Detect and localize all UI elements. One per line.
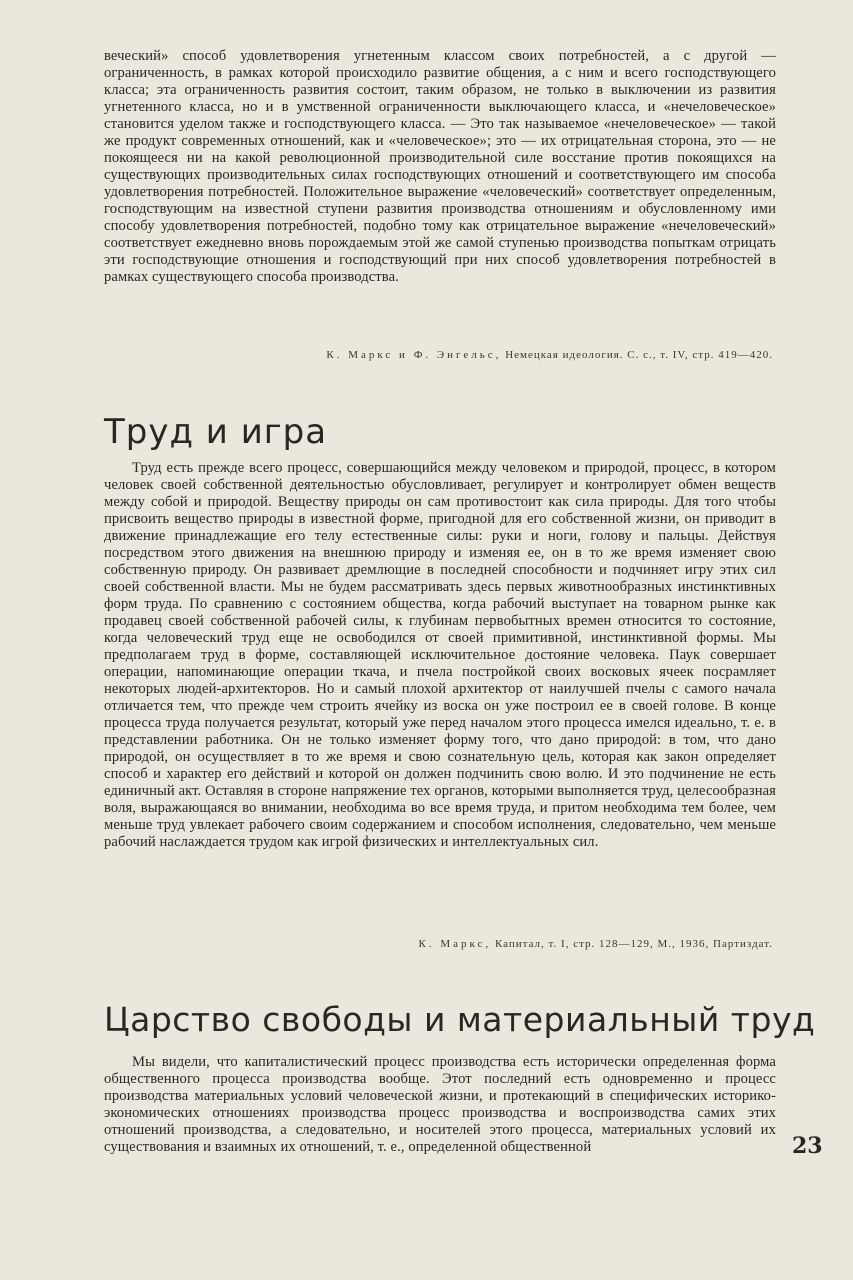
page-number: 23 xyxy=(792,1133,823,1159)
intro-citation xyxy=(326,349,773,361)
section-heading-realm-of-freedom: Царство свободы и материальный труд xyxy=(104,1000,816,1039)
labor-and-play-citation-author: К. Маркс, xyxy=(418,938,492,950)
labor-and-play-citation xyxy=(418,938,773,950)
section-heading-labor-and-play: Труд и игра xyxy=(104,412,328,452)
realm-of-freedom-paragraph: Мы видели, что капиталистический процесс производства есть исторически определенная форма общественного процесса производства вообще. Этот последний есть одновременно и процесс производства материальных условий человеческой жизни, и протекающий в специфических историко-экономических отношениях производства процесс производства и воспроизводства самих этих отношений производства, а следовательно, и носителей этого процесса, материальных условий их существования и взаимных их отношений, т. е., определенной общественной xyxy=(104,1054,776,1155)
intro-citation-source: Немецкая идеология. С. с., т. IV, стр. 419—420. xyxy=(505,349,773,361)
intro-citation-author: К. Маркс и Ф. Энгельс, xyxy=(326,349,502,361)
labor-and-play-citation-source: Капитал, т. I, стр. 128—129, М., 1936, Партиздат. xyxy=(494,938,773,950)
intro-paragraph: веческий» способ удовлетворения угнетенным классом своих потребностей, а с другой — ограниченность, в рамках которой происходило развитие общения, а с ним и всего господствующего класса; эта ограниченность развития состоит, таким образом, не только в выключении из развития угнетенного класса, но и в умственной ограниченности выключающего класса, и «нечеловеческое» становится уделом также и господствующего класса. — Это так называемое «нечеловеческое» — такой же продукт современных отношений, как и «человеческое»; это — их отрицательная сторона, это — не покоящееся ни на какой революционной производительной силе восстание против покоящихся на существующих производительных силах господствующих отношений и соответствующего им способа удовлетворения потребностей. Положительное выражение «человеческий» соответствует определенным, господствующим на известной ступени развития производства отношениям и обусловленному ими способу удовлетворения потребностей, подобно тому как отрицательное выражение «нечеловеческий» соответствует ежедневно вновь порождаемым этой же самой ступенью производства попыткам отрицать эти господствующие отношения и господствующий при них способ удовлетворения потребностей в рамках существующего способа производства. xyxy=(104,48,776,285)
labor-and-play-paragraph: Труд есть прежде всего процесс, совершающийся между человеком и природой, процесс, в котором человек своей собственной деятельностью обусловливает, регулирует и контролирует обмен веществ между собой и природой. Веществу природы он сам противостоит как сила природы. Для того чтобы присвоить вещество природы в известной форме, пригодной для его собственной жизни, он приводит в движение принадлежащие его телу естественные силы: руки и ноги, голову и пальцы. Действуя посредством этого движения на внешнюю природу и изменяя ее, он в то же время изменяет свою собственную природу. Он развивает дремлющие в последней способности и подчиняет игру этих сил своей собственной власти. Мы не будем рассматривать здесь первых животнообразных инстинктивных форм труда. По сравнению с состоянием общества, когда рабочий выступает на товарном рынке как продавец своей собственной рабочей силы, к глубинам первобытных времен относится то состояние, когда человеческий труд еще не освободился от своей примитивной, инстинктивной формы. Мы предполагаем труд в форме, составляющей исключительное достояние человека. Паук совершает операции, напоминающие операции ткача, и пчела постройкой своих восковых ячеек посрамляет некоторых людей-архитекторов. Но и самый плохой архитектор от наилучшей пчелы с самого начала отличается тем, что прежде чем строить ячейку из воска он уже построил ее в своей голове. В конце процесса труда получается результат, который уже перед началом этого процесса имелся идеально, т. е. в представлении работника. Он не только изменяет форму того, что дано природой: в том, что дано природой, он осуществляет в то же время и свою сознательную цель, которая как закон определяет способ и характер его действий и которой он должен подчинить свою волю. И это подчинение не есть единичный акт. Оставляя в стороне напряжение тех органов, которыми выполняется труд, целесообразная воля, выражающаяся во внимании, необходима во все время труда, и притом необходима тем более, чем меньше труд увлекает рабочего своим содержанием и способом исполнения, следовательно, чем меньше рабочий наслаждается трудом как игрой физических и интеллектуальных сил. xyxy=(104,460,776,850)
